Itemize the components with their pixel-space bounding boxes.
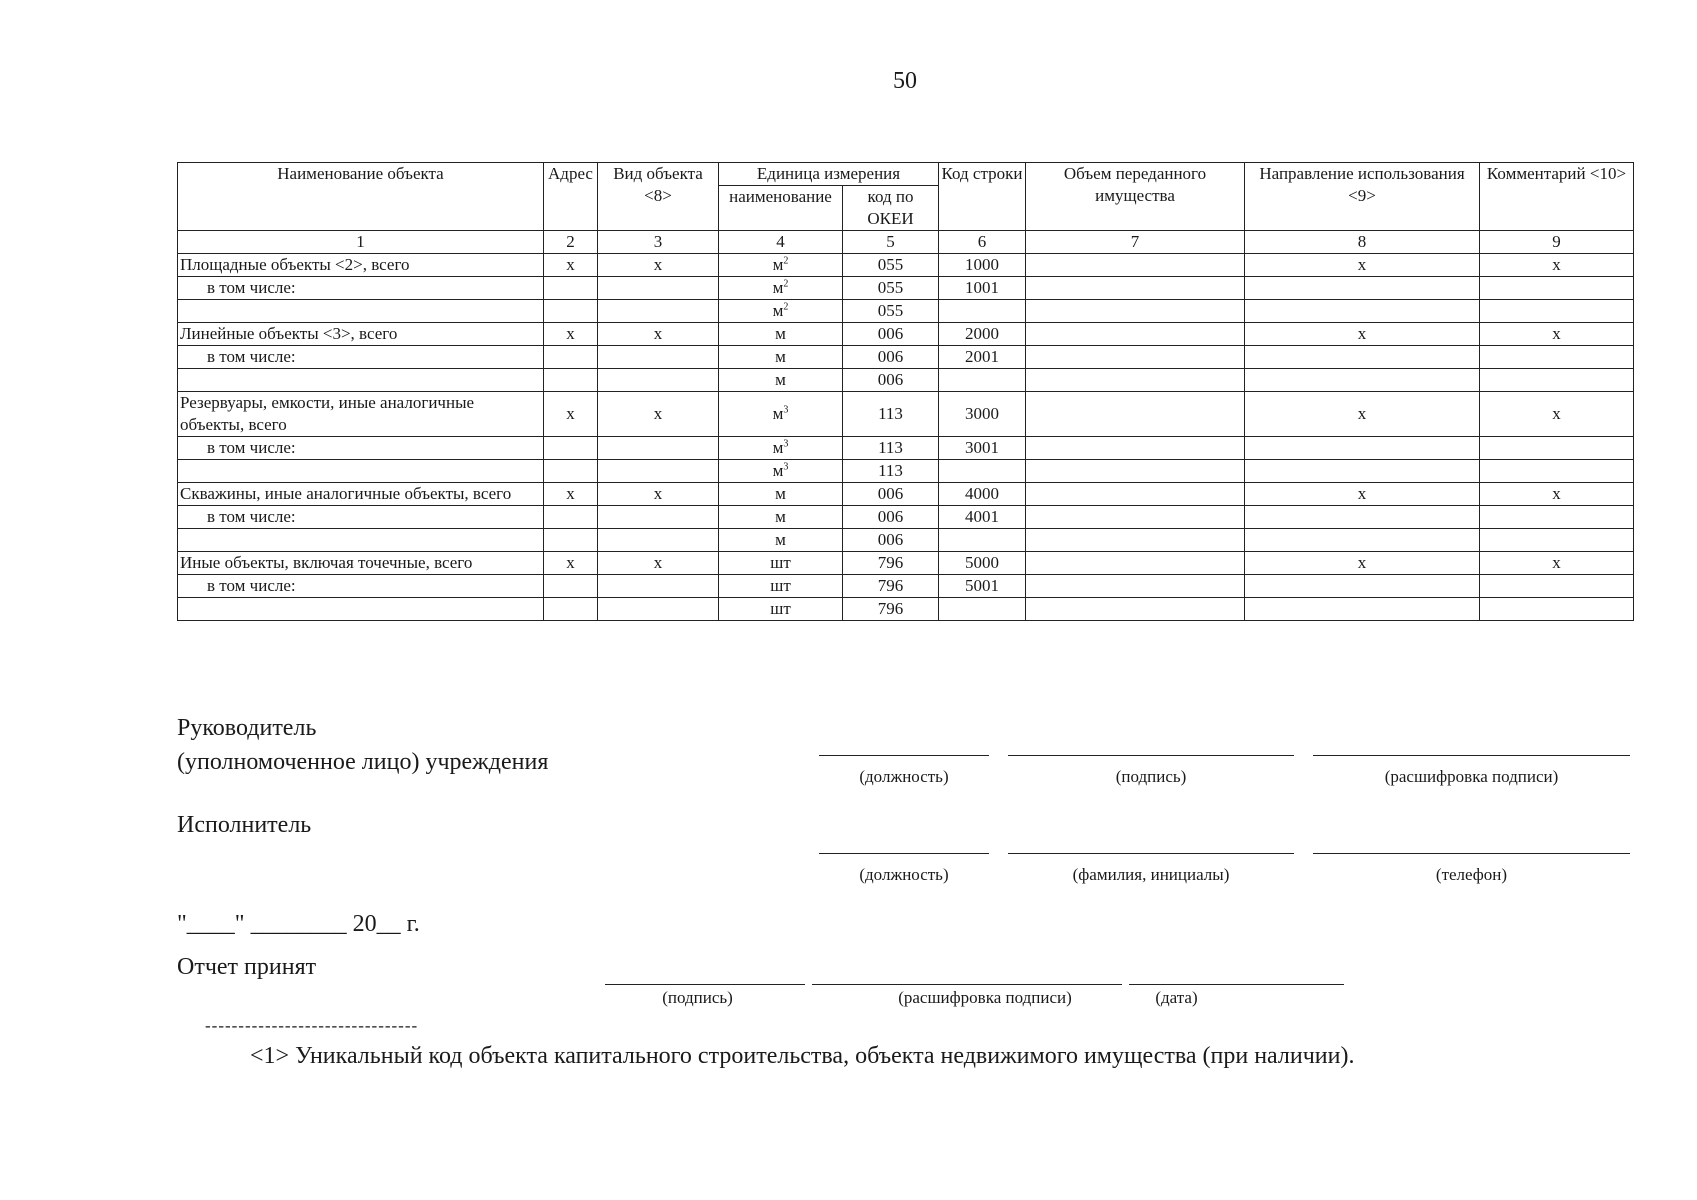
header-unit-code: код по ОКЕИ <box>843 186 939 231</box>
cell-code <box>939 300 1026 323</box>
cell-volume <box>1026 575 1245 598</box>
cell-kind <box>598 598 719 621</box>
cell-volume <box>1026 598 1245 621</box>
cell-code <box>939 598 1026 621</box>
executor-label: Исполнитель <box>177 812 312 838</box>
cell-name: Резервуары, емкости, иные аналогичные объекты, всего <box>178 392 544 437</box>
unit-label: м <box>772 438 784 457</box>
column-number: 9 <box>1480 231 1634 254</box>
date-line[interactable]: "____" ________ 20__ г. <box>177 911 420 937</box>
cell-volume <box>1026 506 1245 529</box>
accepted-date-line[interactable] <box>1129 984 1344 985</box>
cell-direction: x <box>1245 392 1480 437</box>
cell-kind <box>598 575 719 598</box>
cell-address: x <box>544 392 598 437</box>
cell-okei: 006 <box>843 323 939 346</box>
cell-okei: 006 <box>843 346 939 369</box>
cell-direction <box>1245 529 1480 552</box>
cell-okei: 006 <box>843 506 939 529</box>
cell-volume <box>1026 300 1245 323</box>
unit-label: шт <box>770 599 791 618</box>
executor-position-line[interactable] <box>819 853 989 854</box>
unit-label: м <box>772 301 784 320</box>
head-label-line-1: Руководитель <box>177 715 317 741</box>
accepted-caption-signature: (подпись) <box>662 988 733 1007</box>
cell-address <box>544 277 598 300</box>
cell-kind: x <box>598 483 719 506</box>
cell-direction: x <box>1245 483 1480 506</box>
unit-label: м <box>772 255 784 274</box>
cell-address: x <box>544 254 598 277</box>
unit-label: шт <box>770 553 791 572</box>
head-label-line-2: (уполномоченное лицо) учреждения <box>177 749 549 775</box>
cell-unit <box>719 346 843 369</box>
header-comment: Комментарий <10> <box>1480 163 1634 231</box>
cell-code: 3000 <box>939 392 1026 437</box>
header-unit-name: наименование <box>719 186 843 231</box>
cell-name <box>178 300 544 323</box>
cell-unit <box>719 437 843 460</box>
cell-direction <box>1245 277 1480 300</box>
cell-comment <box>1480 529 1634 552</box>
cell-code: 1000 <box>939 254 1026 277</box>
cell-code: 4000 <box>939 483 1026 506</box>
report-table <box>177 162 1634 621</box>
table-row <box>178 346 1634 369</box>
column-number: 5 <box>843 231 939 254</box>
column-number: 7 <box>1026 231 1245 254</box>
table-row <box>178 575 1634 598</box>
header-direction: Направление использования <9> <box>1245 163 1480 231</box>
cell-comment: x <box>1480 552 1634 575</box>
unit-exponent: 3 <box>783 461 789 473</box>
cell-name: Площадные объекты <2>, всего <box>178 254 544 277</box>
cell-unit <box>719 323 843 346</box>
column-number: 8 <box>1245 231 1480 254</box>
cell-unit <box>719 254 843 277</box>
table-row <box>178 392 1634 437</box>
table-row <box>178 437 1634 460</box>
cell-name <box>178 460 544 483</box>
cell-comment: x <box>1480 254 1634 277</box>
cell-direction <box>1245 300 1480 323</box>
cell-unit <box>719 392 843 437</box>
cell-direction <box>1245 437 1480 460</box>
table-row <box>178 598 1634 621</box>
cell-kind <box>598 369 719 392</box>
cell-kind <box>598 460 719 483</box>
cell-kind <box>598 437 719 460</box>
unit-label: м <box>775 324 786 343</box>
head-caption-position: (должность) <box>859 767 949 786</box>
cell-name <box>178 529 544 552</box>
column-number: 3 <box>598 231 719 254</box>
unit-exponent: 2 <box>783 278 789 290</box>
cell-volume <box>1026 369 1245 392</box>
cell-okei: 006 <box>843 529 939 552</box>
table-row <box>178 460 1634 483</box>
footnote-separator: -------------------------------- <box>205 1016 419 1035</box>
cell-address: x <box>544 483 598 506</box>
cell-kind <box>598 506 719 529</box>
header-row <box>178 163 1634 186</box>
cell-kind: x <box>598 392 719 437</box>
page-number: 50 <box>893 68 917 94</box>
cell-comment <box>1480 506 1634 529</box>
cell-okei: 113 <box>843 392 939 437</box>
accepted-signature-line[interactable] <box>605 984 805 985</box>
cell-okei: 796 <box>843 598 939 621</box>
unit-label: м <box>775 484 786 503</box>
executor-caption-name: (фамилия, инициалы) <box>1072 865 1230 884</box>
cell-name: в том числе: <box>178 506 544 529</box>
cell-okei: 006 <box>843 483 939 506</box>
cell-kind: x <box>598 552 719 575</box>
cell-code: 4001 <box>939 506 1026 529</box>
column-number: 1 <box>178 231 544 254</box>
cell-comment <box>1480 277 1634 300</box>
unit-label: м <box>772 461 784 480</box>
cell-unit <box>719 369 843 392</box>
cell-code: 5001 <box>939 575 1026 598</box>
cell-name: в том числе: <box>178 346 544 369</box>
head-label <box>177 711 548 779</box>
table-row <box>178 277 1634 300</box>
header-address: Адрес <box>544 163 598 231</box>
cell-name: Иные объекты, включая точечные, всего <box>178 552 544 575</box>
cell-direction <box>1245 598 1480 621</box>
cell-kind <box>598 277 719 300</box>
accepted-caption-date: (дата) <box>1155 988 1198 1007</box>
cell-direction: x <box>1245 323 1480 346</box>
cell-address <box>544 460 598 483</box>
cell-comment <box>1480 598 1634 621</box>
executor-name-line[interactable] <box>1008 853 1294 854</box>
cell-direction: x <box>1245 254 1480 277</box>
unit-label: шт <box>770 576 791 595</box>
cell-address: x <box>544 323 598 346</box>
cell-okei: 796 <box>843 552 939 575</box>
cell-address <box>544 529 598 552</box>
cell-unit <box>719 300 843 323</box>
header-unit-group: Единица измерения <box>719 163 939 186</box>
cell-kind <box>598 529 719 552</box>
cell-address <box>544 575 598 598</box>
head-signature-line[interactable] <box>1008 755 1294 756</box>
cell-okei: 055 <box>843 300 939 323</box>
table-row <box>178 369 1634 392</box>
table-row <box>178 300 1634 323</box>
cell-address <box>544 369 598 392</box>
cell-code: 2000 <box>939 323 1026 346</box>
cell-okei: 113 <box>843 460 939 483</box>
cell-okei: 113 <box>843 437 939 460</box>
cell-direction <box>1245 346 1480 369</box>
executor-caption-phone: (телефон) <box>1435 865 1508 884</box>
head-caption-signature: (подпись) <box>1115 767 1187 786</box>
unit-label: м <box>775 507 786 526</box>
executor-caption-position: (должность) <box>859 865 949 884</box>
table-row <box>178 483 1634 506</box>
cell-address <box>544 506 598 529</box>
cell-unit <box>719 277 843 300</box>
table-row <box>178 506 1634 529</box>
cell-volume <box>1026 277 1245 300</box>
unit-exponent: 2 <box>783 301 789 313</box>
accepted-caption-decoding: (расшифровка подписи) <box>898 988 1072 1007</box>
cell-volume <box>1026 323 1245 346</box>
header-row-code: Код строки <box>939 163 1026 231</box>
table-row <box>178 323 1634 346</box>
unit-label: м <box>775 347 786 366</box>
cell-name <box>178 369 544 392</box>
unit-exponent: 3 <box>783 438 789 450</box>
cell-comment: x <box>1480 392 1634 437</box>
cell-kind <box>598 300 719 323</box>
unit-exponent: 3 <box>783 404 789 416</box>
footnote-text: <1> Уникальный код объекта капитального строительства, объекта недвижимого имущества (при наличии). <box>250 1043 1355 1069</box>
cell-volume <box>1026 460 1245 483</box>
cell-kind: x <box>598 254 719 277</box>
unit-label: м <box>775 530 786 549</box>
cell-name: в том числе: <box>178 277 544 300</box>
cell-direction <box>1245 460 1480 483</box>
cell-volume <box>1026 483 1245 506</box>
table-row <box>178 254 1634 277</box>
table-body <box>178 231 1634 621</box>
cell-unit <box>719 598 843 621</box>
cell-unit <box>719 483 843 506</box>
cell-address <box>544 300 598 323</box>
header-kind: Вид объекта <8> <box>598 163 719 231</box>
executor-phone-line[interactable] <box>1313 853 1630 854</box>
cell-comment <box>1480 346 1634 369</box>
cell-kind: x <box>598 323 719 346</box>
cell-okei: 006 <box>843 369 939 392</box>
table-row <box>178 529 1634 552</box>
cell-kind <box>598 346 719 369</box>
cell-code <box>939 369 1026 392</box>
cell-unit <box>719 575 843 598</box>
head-decoding-line[interactable] <box>1313 755 1630 756</box>
cell-address <box>544 598 598 621</box>
cell-name: Линейные объекты <3>, всего <box>178 323 544 346</box>
cell-direction: x <box>1245 552 1480 575</box>
cell-comment <box>1480 460 1634 483</box>
cell-direction <box>1245 575 1480 598</box>
column-numbers-row <box>178 231 1634 254</box>
cell-address: x <box>544 552 598 575</box>
cell-code: 3001 <box>939 437 1026 460</box>
header-name: Наименование объекта <box>178 163 544 231</box>
cell-name <box>178 598 544 621</box>
cell-address <box>544 437 598 460</box>
head-position-line[interactable] <box>819 755 989 756</box>
unit-label: м <box>772 278 784 297</box>
cell-comment <box>1480 575 1634 598</box>
cell-code: 2001 <box>939 346 1026 369</box>
cell-unit <box>719 552 843 575</box>
cell-address <box>544 346 598 369</box>
cell-name: в том числе: <box>178 575 544 598</box>
cell-okei: 055 <box>843 254 939 277</box>
cell-code: 5000 <box>939 552 1026 575</box>
unit-label: м <box>775 370 786 389</box>
table-row <box>178 552 1634 575</box>
cell-comment <box>1480 437 1634 460</box>
column-number: 4 <box>719 231 843 254</box>
cell-volume <box>1026 346 1245 369</box>
cell-comment <box>1480 300 1634 323</box>
header-volume: Объем переданного имущества <box>1026 163 1245 231</box>
cell-comment: x <box>1480 483 1634 506</box>
column-number: 2 <box>544 231 598 254</box>
cell-code <box>939 460 1026 483</box>
cell-volume <box>1026 552 1245 575</box>
unit-label: м <box>772 404 784 423</box>
cell-unit <box>719 529 843 552</box>
cell-okei: 055 <box>843 277 939 300</box>
cell-direction <box>1245 369 1480 392</box>
cell-comment <box>1480 369 1634 392</box>
cell-name: Скважины, иные аналогичные объекты, всего <box>178 483 544 506</box>
cell-volume <box>1026 254 1245 277</box>
cell-volume <box>1026 529 1245 552</box>
column-number: 6 <box>939 231 1026 254</box>
cell-code: 1001 <box>939 277 1026 300</box>
cell-unit <box>719 506 843 529</box>
cell-okei: 796 <box>843 575 939 598</box>
cell-name: в том числе: <box>178 437 544 460</box>
cell-volume <box>1026 392 1245 437</box>
accepted-label: Отчет принят <box>177 954 317 980</box>
cell-code <box>939 529 1026 552</box>
cell-unit <box>719 460 843 483</box>
cell-volume <box>1026 437 1245 460</box>
cell-comment: x <box>1480 323 1634 346</box>
accepted-decoding-line[interactable] <box>812 984 1122 985</box>
cell-direction <box>1245 506 1480 529</box>
head-caption-decoding: (расшифровка подписи) <box>1384 767 1559 786</box>
unit-exponent: 2 <box>783 255 789 267</box>
